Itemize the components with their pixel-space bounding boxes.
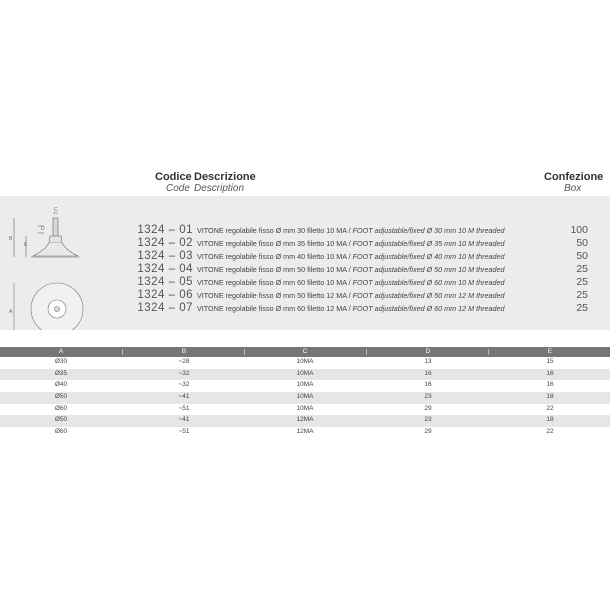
product-description: VITONE regolabile fisso Ø mm 50 filetto 10 MA / FOOT adjustable/fixed Ø 50 mm 10 M threaded (197, 265, 505, 274)
product-box: 25 (576, 302, 588, 314)
table-row (0, 357, 610, 369)
cell-c: 10MA (296, 381, 314, 389)
product-row (0, 224, 610, 237)
table-row (0, 380, 610, 392)
dim-label-d: D (41, 226, 45, 232)
product-box: 25 (576, 263, 588, 275)
column-header-a: A (58, 348, 64, 355)
cell-a: Ø50 (54, 393, 68, 401)
product-description: VITONE regolabile fisso Ø mm 60 filetto 10 MA / FOOT adjustable/fixed Ø 60 mm 10 M threaded (197, 278, 505, 287)
product-description: VITONE regolabile fisso Ø mm 30 filetto 10 MA / FOOT adjustable/fixed Ø 30 mm 10 M threaded (197, 226, 505, 235)
column-header-e: E (547, 348, 553, 355)
cell-e: 18 (546, 416, 554, 424)
table-header-row (0, 347, 610, 357)
column-header-c: C (302, 348, 308, 355)
product-row (0, 250, 610, 263)
cell-d: 16 (424, 381, 432, 389)
header-descrizione: Descrizione (194, 171, 256, 183)
product-row (0, 237, 610, 250)
cell-c: 12MA (296, 428, 314, 436)
cell-e: 22 (546, 404, 554, 412)
product-code: 1324 – 03 (137, 250, 193, 262)
cell-b: ~32 (178, 381, 190, 389)
cell-e: 22 (546, 428, 554, 436)
cell-d: 13 (424, 358, 432, 365)
cell-a: Ø50 (54, 416, 68, 424)
header-confezione: Confezione (544, 171, 604, 183)
cell-b: ~32 (178, 369, 190, 377)
table-row (0, 415, 610, 427)
product-band (0, 196, 610, 330)
product-box: 100 (570, 224, 588, 236)
column-header-d: D (425, 348, 431, 355)
cell-d: 16 (424, 369, 432, 377)
product-description: VITONE regolabile fisso Ø mm 60 filetto 12 MA / FOOT adjustable/fixed Ø 60 mm 12 M threaded (197, 304, 505, 313)
cell-d: 23 (424, 416, 432, 424)
product-code: 1324 – 04 (137, 263, 193, 275)
cell-a: Ø60 (54, 404, 68, 412)
cell-b: ~51 (178, 404, 190, 412)
product-description: VITONE regolabile fisso Ø mm 35 filetto 10 MA / FOOT adjustable/fixed Ø 35 mm 10 M threaded (197, 239, 505, 248)
header-code: Code (166, 183, 190, 194)
cell-c: 10MA (296, 404, 314, 412)
product-box: 50 (576, 250, 588, 262)
cell-e: 15 (546, 358, 554, 365)
product-row (0, 289, 610, 302)
cell-a: Ø40 (54, 381, 68, 389)
dim-label-c: C (54, 207, 58, 213)
header-description: Description (194, 183, 245, 194)
product-box: 50 (576, 237, 588, 249)
cell-e: 18 (546, 393, 554, 401)
dim-label-b: B (9, 236, 13, 242)
cell-a: Ø30 (54, 358, 68, 365)
product-code: 1324 – 01 (137, 224, 193, 236)
product-description: VITONE regolabile fisso Ø mm 40 filetto 10 MA / FOOT adjustable/fixed Ø 40 mm 10 M threaded (197, 252, 505, 261)
product-code: 1324 – 05 (137, 276, 193, 288)
cell-c: 10MA (296, 393, 314, 401)
product-code: 1324 – 02 (137, 237, 193, 249)
table-row (0, 392, 610, 404)
cell-c: 10MA (296, 369, 314, 377)
product-code: 1324 – 06 (137, 289, 193, 301)
cell-b: ~28 (178, 358, 190, 365)
cell-e: 16 (546, 369, 554, 377)
cell-b: ~41 (178, 416, 190, 424)
column-header-b: B (181, 348, 187, 355)
cell-d: 29 (424, 428, 432, 436)
product-row (0, 276, 610, 289)
cell-b: ~41 (178, 393, 190, 401)
dim-label-e: E (24, 242, 28, 248)
cell-d: 29 (424, 404, 432, 412)
cell-d: 23 (424, 393, 432, 401)
table-row (0, 427, 610, 439)
dim-label-a: A (9, 309, 13, 315)
product-description: VITONE regolabile fisso Ø mm 50 filetto 12 MA / FOOT adjustable/fixed Ø 50 mm 12 M threaded (197, 291, 505, 300)
product-row (0, 263, 610, 276)
cell-a: Ø60 (54, 428, 68, 436)
header-codice: Codice (155, 171, 192, 183)
dimensions-table (0, 347, 610, 439)
product-box: 25 (576, 289, 588, 301)
table-row (0, 404, 610, 416)
product-code: 1324 – 07 (137, 302, 193, 314)
product-box: 25 (576, 276, 588, 288)
header-box: Box (564, 183, 582, 194)
cell-c: 12MA (296, 416, 314, 424)
cell-a: Ø35 (54, 369, 68, 377)
cell-b: ~51 (178, 428, 190, 436)
cell-c: 10MA (296, 358, 314, 365)
table-row (0, 369, 610, 381)
cell-e: 16 (546, 381, 554, 389)
product-row (0, 302, 610, 315)
